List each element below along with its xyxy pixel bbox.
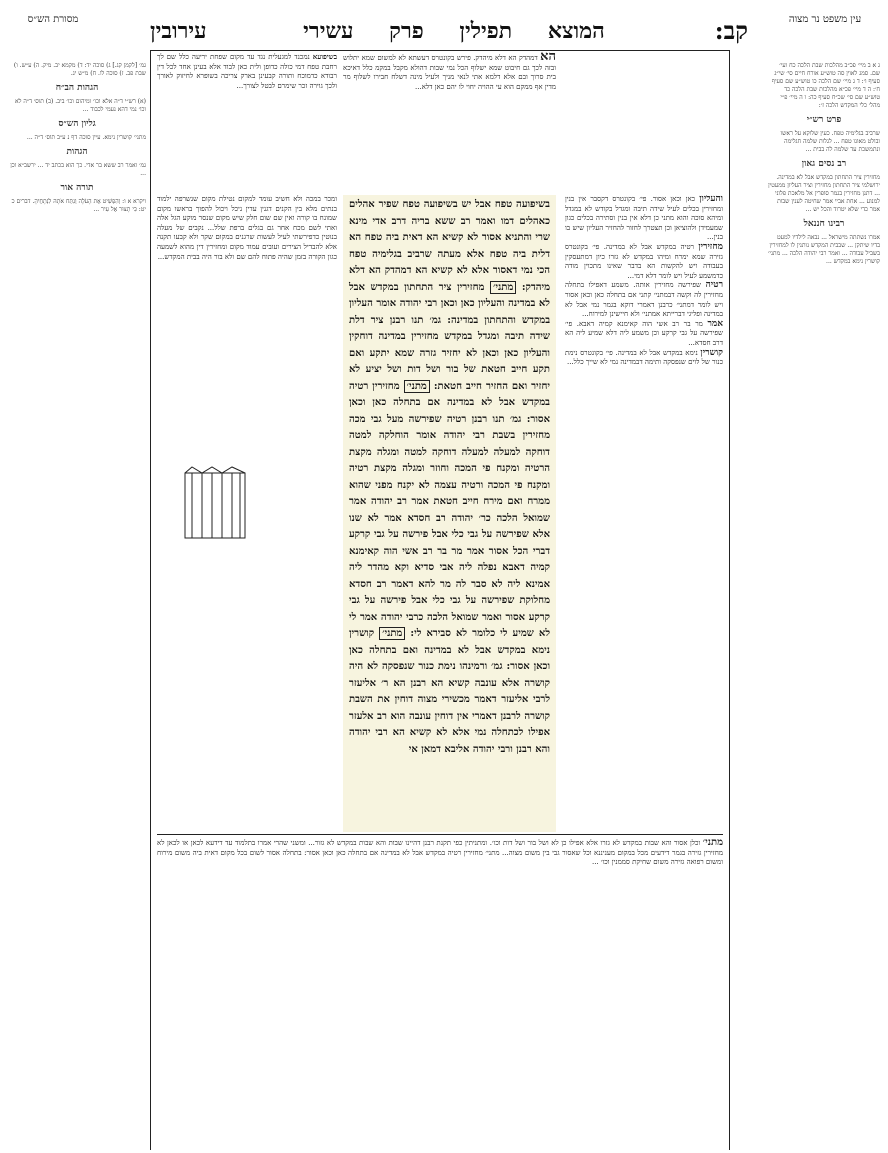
ein-mishpat-column (768, 56, 880, 1146)
gemara-marker: גמ׳ (491, 661, 503, 672)
section-heading: תורה אור (60, 183, 94, 193)
bottom-lead: מתני׳ (702, 838, 723, 848)
section-text: מחזירין ציר התחתון במקדש אבל לא במדינה. ירושלמי ציר התחתון מחזירין וציר העליון ממעטין ... דתנן מחזירין בגמר סופרין אל מלאכת פלוני למנוע ... אחת אביי אמר שחיטה לענין שבות אמר כדי שלא יטרוד והכל יש ... (768, 174, 880, 213)
rashi-text: נימא במקדש אבל לא במדינה. פי׳ בקונטרס נימת כנור של לוים שנפסקה ותימה דבמדינה נמי לא שייך כלל... (565, 348, 723, 367)
section-heading: רב נסים גאון (801, 159, 847, 169)
tractate-title: עירובין (150, 18, 207, 44)
section-heading: הגהות הב״ח (55, 83, 99, 93)
mishnah-marker: מתני׳ (404, 380, 430, 393)
daf-number: קב: (714, 16, 748, 45)
rashi-top-lead: הא (540, 52, 556, 64)
rashi-lead: והעליון (699, 195, 723, 204)
gemara-p1: בשיפועה טפח אבל יש בשיפועה טפח שפיר אהלים כאהלים דמו ואמר רב ששא בריה דרב אדי מינא שרי והתניא אסור לא קשיא הא דאית ביה טפח הא דלית ביה טפח אלא מעתה שרביב בגלימיה טפח הכי נמי דאסור אלא לא קשיא הא דמהדק הא דלא מיהדק: (349, 199, 551, 293)
section-text: גמ׳ ואמר רב ששא בר אדי. כך הוא בכתב יד ... ירשב״א וכן ... (10, 162, 146, 177)
gemara-marker: גמ׳ (509, 413, 522, 425)
mishnah-2: מחזירין רטיה במקדש אבל לא במדינה אם בתחלה כאן וכאן אסור: (349, 380, 551, 425)
bottom-commentary (157, 838, 723, 1146)
ein-mishpat-heading: עין משפט נר מצוה (788, 14, 862, 25)
perek-title: המוצא תפילין פרק עשירי (303, 18, 605, 44)
rashi-lead: מחזירין (698, 241, 723, 252)
header-rule (150, 50, 730, 51)
mishnah-marker: מתני׳ (490, 281, 516, 294)
bottom-section-rule (157, 834, 723, 835)
mishnah-3: קושרין נימא במקדש אבל לא במדינה ואם בתחלה כאן וכאן אסור: (349, 628, 550, 672)
section-heading: פרט רש״י (806, 115, 842, 125)
mesorat-column (8, 56, 146, 1146)
bottom-text: וכלן אסור והא שבות במקדש לא גזרו אלא אפילו כן לא ושל בור ושל דות וכו׳. ומתניתין כפי תקנת רבנן דהיינו שבות והא שבות במקדש לא גזור... ומשני שהרי אמרו בתלמוד עד דידעא לכאן או לכאן לא מחזירין גזירה בגמר דידעים מכל במקום מעניננא וכל שאסור גבי בין משום מצוה... מתני׳ מחזירין רטיה במקדש אבל לא במדינה אם בתחלה כאן וכאן אסור: בתחלה אסור לשום בכל מקום דאית ביה משום מירוח ומשום רפואה גזירה משום שחיקת סממנין וכו׳ ... (157, 839, 723, 867)
tosafot-text: ומכר במכה ולא חשיב עומד למקום נטילת מקום שנשרפה ילמוד בנתים מלא בין הקנים דגנין עדין ניכל ויכול להפוך בראשו מקום שמונח בו קורה ואין שם שום חלק שיש מקום שנסר מוקע הגל אלה ואתי לשם מכח אחר גם בגלים ברפת שלל... נקבים של מעלה בנוטין כדפירשתי לעיל לעשות שרגנים במקום שקר ולא קבעו תקנה אלא להבדיל הצירים ועובים עמוד מקום ומחזירין דין מהוא לשמעה כגון הקורה בזמן שהיה פתוח להם שם ולא בור היה בבית המקדש... (157, 195, 337, 261)
mishnah-marker: מתני׳ (379, 627, 405, 640)
ein-mishpat-text: ג א ב מיי׳ פכ״ב מהלכות שבת הלכה כח ועי׳ שם. סמג לאוין סה טוש״ע אורח חיים סי׳ שי״ג סעיף ו׳: ד ג מיי׳ שם הלכה כו טוש״ע שם סעיף ח׳: ה ד מיי׳ פכ״א מהלכות שבת הלכה כד טוש״ע שם סי׳ שכ״ח סעיף כה: ו ה מיי׳ פ״י מהל׳ כלי המקדש הלכה ז׳: (771, 62, 880, 109)
tosafot-top-block (157, 52, 337, 192)
gemara-text (343, 195, 556, 832)
section-heading: גליון הש״ס (58, 119, 96, 129)
rashi-commentary (565, 195, 723, 832)
rashi-lead: רטיה (705, 280, 723, 291)
mesorat-heading: מסורת הש״ס (27, 14, 79, 25)
tosafot-top-lead: בשיפועא (312, 52, 337, 61)
rashi-lead: אמר (707, 318, 723, 329)
left-margin-rule (150, 50, 151, 1150)
section-text: ויקרא א ו: וְהִפְשִׁיט אֶת הָעֹלָה וְנִתַּח אֹתָהּ לִנְתָחֶיהָ. דברים כ יט: כִּי תָצוּר אֶל עִיר ... (11, 198, 146, 213)
rashi-text: כאן וכאן אסור. פי׳ בקונטרס דקסבר אין בנין ומחזירין בכלים לעיל שידה תיבה ומגדל בקודש לא במגדל ומיהא סוכה והוא מתני כן דלא אין בנין וסתירה בכלים כגון שמעמידן ולהוציאן וכן תצטרך לחזור להחזיר העליון שיש בו בנין... (565, 195, 723, 242)
gemara-2: תנו רבנן רטיה שפירשה מעל גבי מכה מחזירין בשבת רבי יהודה אומר הוחלקה למטה דוחקה למעלה למעלה דוחקה למטה ומגלה מקצת הרטיה ומקנח פי המכה וחוזר ומגלה מקצת רטיה ומקנח פי המכה ורטיה עצמה לא יקנח מפני שהוא ממרח ואם מירח חייב חטאת אמר רב יהודה אמר שמואל הלכה כר׳ יהודה רב חסדא אמר לא שנו אלא שפירשה על גבי כלי אבל פירשה על גבי קרקע דברי הכל אסור אמר מר בר רב אשי הוה קאימנא קמיה דאבא נפלה ליה אבי סדיא וקא מהדר ליה אמינא ליה לא סבר לה מר להא דאמר רב חסדא מחלוקת שפירשה על גבי כלי אבל פירשה על גבי קרקע אסור ואמר שמואל הלכה כרבי יהודה אמר לי לא שמיע לי כלומר לא סבירא לי: (349, 413, 550, 639)
rashi-lead: קושרין (700, 347, 723, 358)
section-text: (א) רש״י ד״ה אלא וכו׳ ומיהום וכו׳ ביב. (ב) תוס׳ ד״ה לא וכו׳ נמי דהא נעמי לכבוד ... (15, 98, 146, 113)
section-heading: רבינו חננאל (803, 219, 845, 229)
gemara-1: תנו רבנן ציר דלת שידה תיבה ומגדל במקדש מחזירין במדינה דוחקין והעליון כאן וכאן לא יחזיר גזרה שמא יתקע ואם תקע חייב חטאת של בור ושל דות ושל יציע לא יחזיר ואם החזיר חייב חטאת: (349, 314, 550, 392)
rashi-text: שפירשה מחזירין אותה. משמע דאפילו בתחלה מחזירין לה וקשה דבמתני׳ קתני אם בתחלה כאן וכאן אסור ויש לומר דמתני׳ כרבנן דאמרי דוקא בגמר נמי אבל לא במדינה ופליגי דברייתא אמתני׳ ולא חיישינן למירוח... (565, 281, 723, 319)
rashi-text: רטיה במקדש אבל לא במדינה. פי׳ בקונטרס גזירה שמא ימרח ומיהו במקדש לא גזרו כיון דמתעסקין בעבודה ויש להקשות הא בדבר שאינו מתכוין מודה כדמשמע לעיל ויש לומר דלא דמי... (565, 242, 723, 280)
rashi-top-text: דמהדק הא דלא מיהדק. פירש בקונטרס דעשתא לא למשום שמא יתלוש ובזה לכך גם חיבוט שמא ישלוף הכל נמי שבות דהולא מקבל במקמ כלל דאיכא בית סרוך ובם אלא דלמא אתי לנאי מניך ולעיל מינה דשלח חבירו לשלוף מר מדין אף ממקם הוא עי ההויה יחוי לו יהם כאן דלא... (343, 54, 556, 91)
section-text: אמרו נשתתה מישראל ... נבאה לילדיו למעט בדיו שיתקן ... שבבית המקדש נותנין לו למחזירין בשביל עבודה ... ואמר רבי יהודה הלכה ... מתני׳ קושרין נימא במקדש ... (768, 234, 880, 265)
gemara-marker: גמ׳ (429, 314, 442, 326)
section-heading: הגהות (66, 147, 88, 157)
gemara-3: ורמינהו נימת כנור שנפסקה לא היה קושרה אלא עונבה קשיא הא רבנן הא ר׳ אליעזר לרבי אליעזר דאמר מכשירי מצוה דוחין את השבת קושרה לרבנן דאמרי אין דוחין עונבה הוא רב אלעזר אפילו לכתחלה נמי אלא לא קשיא הא רבי יהודה והא רבנן ורבי יהודה אליבא דמאן אי (349, 661, 550, 755)
mesorat-text: גמ׳ [לקמן קג.] ג) סוכה יד: ד) מקמא יב. מיק. ה) ע״ש. ו) שבת פב. ז) סוכה לו. ח) מ״ש יג. (13, 62, 146, 77)
tosafot-top-text: נמכנד למגעלית נגד עד מקום שפחת יריעה כלל שם לך רחבת טפח דמי כולה כדופן ולית כאן לבוד אלא בעינן אחד לכל דין רבודא כדמוכח ותורה קבעינן בארק צריכה בשופרא לחיזוק לאורך ולכך גוירה זכר שימרם לבטל לצורך... (157, 53, 337, 90)
mishnah-1: מחזירין ציר התחתון במקדש אבל לא במדינה והעליון כאן וכאן רבי יהודה אומר העליון במקדש והתחתון במדינה: (349, 281, 551, 326)
door-hinge-diagram (180, 465, 250, 545)
section-text: שרביב בגלימיה טפח. כעין שלוקא על ראשו ובולט מאונו טפח ... לגלות שלמה חגלימה ונתמשכת עד שלמה לה בבית ... (780, 130, 880, 153)
rashi-text: מר בר רב אשי הוה קאימנא קמיה דאבא. פי׳ שפירשה על גבי קרקע וכן משמע ליה דלא שמיע ליה הא דרב חסדא... (565, 319, 723, 347)
page-header (0, 6, 888, 54)
rashi-top-block (343, 52, 556, 192)
right-margin-rule (729, 50, 730, 1150)
section-text: מתני׳ קושרין נימא. עיין סוכה דף נ ע״ב תוס׳ ד״ה ... (26, 134, 146, 141)
